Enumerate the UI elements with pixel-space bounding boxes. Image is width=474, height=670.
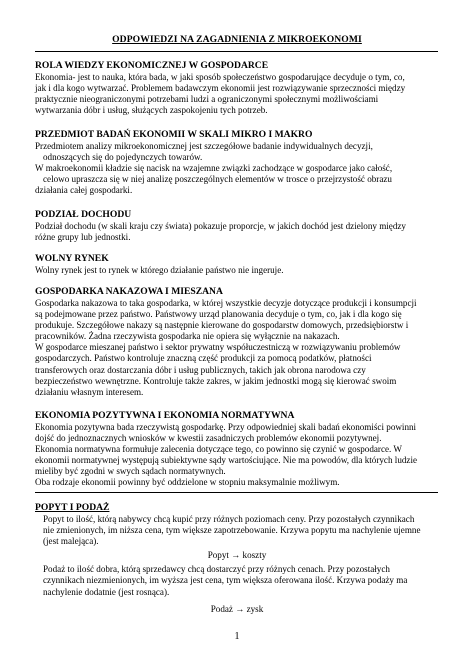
- text-line: bezpieczeństwo wewnętrzne. Kontroluje także zakres, w jakim jednostki mogą się kierować swoim: [35, 375, 397, 386]
- title-divider: [35, 51, 438, 52]
- text-line: dojść do jednoznacznych wniosków w kwestii zasadniczych problemów ekonomii pozytywnej.: [35, 433, 382, 444]
- section-ekonomia-pozytywna: [35, 410, 439, 489]
- text-line: W makroekonomii kładzie się nacisk na wzajemne związki zachodzące w gospodarce jako całość,: [35, 163, 393, 174]
- section-heading: PRZEDMIOT BADAŃ EKONOMII W SKALI MIKRO I MAKRO: [35, 129, 313, 140]
- text-line: Podaż to ilość dobra, którą sprzedawcy chcą dostarczyć przy różnych cenach. Przy pozostałych: [43, 564, 390, 575]
- text-line: Wolny rynek jest to rynek w którego działanie państwo nie ingeruje.: [35, 265, 284, 275]
- section-heading: POPYT I PODAŻ: [35, 502, 110, 513]
- text-line: różne grupy lub jednostki.: [35, 232, 131, 243]
- text-line: gospodarczych. Państwo kontroluje znaczną część produkcji za pomocą podatków, płatności: [35, 353, 372, 364]
- text-line: praktycznie nieograniczonymi potrzebami ludzi a ograniczonymi społecznymi możliwościami: [35, 94, 379, 105]
- section-heading: ROLA WIEDZY EKONOMICZNEJ W GOSPODARCE: [35, 60, 269, 71]
- text-line: działaniu własnym interesem.: [35, 386, 144, 397]
- section-rola-wiedzy: [35, 60, 439, 116]
- section-gospodarka-nakazowa: [35, 286, 439, 398]
- text-line: wytwarzania dóbr i usług, służących zaspokojeniu tych potrzeb.: [35, 105, 268, 116]
- text-line: Podział dochodu (w skali kraju czy świata) pokazuje proporcje, w jakich dochód jest dzielony między: [35, 221, 406, 231]
- text-line: nie zmienionych, im niższa cena, tym większe zapotrzebowanie. Krzywa popytu ma nachylenie ujemne: [43, 525, 421, 536]
- text-line: Ekonomia pozytywna bada rzeczywistą gospodarkę. Przy odpowiedniej skali badań ekonomiści powinni: [35, 422, 417, 432]
- text-line: jak i dla kogo wytwarzać. Problemem badawczym ekonomii jest rozwiązywanie sprzeczności między: [35, 83, 406, 94]
- text-line: mieliby być zgodni w swych sądach normatywnych.: [35, 466, 226, 477]
- section-heading: GOSPODARKA NAKAZOWA I MIESZANA: [35, 286, 223, 297]
- text-line: pracowników. Żadna rzeczywista gospodarka nie opiera się wyłącznie na nakazach.: [35, 331, 340, 342]
- text-line: ekonomii normatywnej występują subiektywne sądy wartościujące. Nie ma powodów, dla których ludzie: [35, 455, 418, 466]
- section-divider: [35, 492, 438, 493]
- text-line: Popyt to ilość, którą nabywcy chcą kupić przy różnych poziomach ceny. Przy pozostałych czynnikach: [43, 514, 415, 524]
- text-line: W gospodarce mieszanej państwo i sektor prywatny współuczestniczą w rozwiązywaniu problemów: [35, 342, 401, 353]
- text-line: Oba rodzaje ekonomii powinny być oddzielone w stopniu maksymalnie możliwym.: [35, 477, 340, 488]
- text-line: produkuje. Szczegółowe nakazy są następnie kierowane do gospodarstw domowych, przedsiębiorstw i: [35, 320, 409, 331]
- text-line: nachylenie dodatnie (jest rosnąca).: [43, 586, 170, 597]
- formula-podaz: Podaż → zysk: [210, 603, 264, 614]
- document-title: ODPOWIEDZI NA ZAGADNIENIA Z MIKROEKONOMI: [112, 34, 362, 45]
- section-heading: PODZIAŁ DOCHODU: [35, 209, 132, 220]
- section-heading: EKONOMIA POZYTYWNA I EKONOMIA NORMATYWNA: [35, 410, 295, 421]
- formula-popyt: Popyt → koszty: [207, 550, 267, 561]
- text-line: Ekonomia normatywna formułuje zalecenia dotyczące tego, co powinno się czynić w gospodarce. W: [35, 444, 402, 455]
- section-podzial-dochodu: [35, 209, 439, 243]
- text-line: czynnikach niezmienionych, im wyższa jest cena, tym większa oferowana ilość. Krzywa podaży ma: [43, 575, 408, 586]
- text-line: Gospodarka nakazowa to taka gospodarka, w której wszystkie decyzje dotyczące produkcji i konsumpcji: [35, 298, 417, 308]
- section-popyt-i-podaz: [35, 502, 439, 615]
- text-line: odnoszących się do pojedynczych towarów.: [43, 152, 203, 163]
- text-line: Przedmiotem analizy mikroekonomicznej jest szczegółowe badanie indywidualnych decyzji,: [35, 141, 373, 151]
- text-line: są podejmowane przez państwo. Państwowy urząd planowania decyduje o tym, co, jak i dla kogo się: [35, 309, 402, 320]
- text-line: działania całej gospodarki.: [35, 185, 133, 196]
- text-line: (jest malejąca).: [43, 536, 99, 547]
- page-number: 1: [234, 631, 240, 642]
- text-line: Ekonomia- jest to nauka, która bada, w jaki sposób społeczeństwo gospodarujące decyduje o tym, co,: [35, 72, 405, 82]
- section-przedmiot-badan: [35, 129, 439, 196]
- section-wolny-rynek: [35, 253, 439, 276]
- section-heading: WOLNY RYNEK: [35, 253, 109, 264]
- text-line: transferowych oraz dostarczania dóbr i usług publicznych, takich jak obrona narodowa czy: [35, 364, 366, 375]
- text-line: celowo upraszcza się w niej analizę poszczególnych elementów w trosce o przejrzystość obrazu: [43, 174, 392, 185]
